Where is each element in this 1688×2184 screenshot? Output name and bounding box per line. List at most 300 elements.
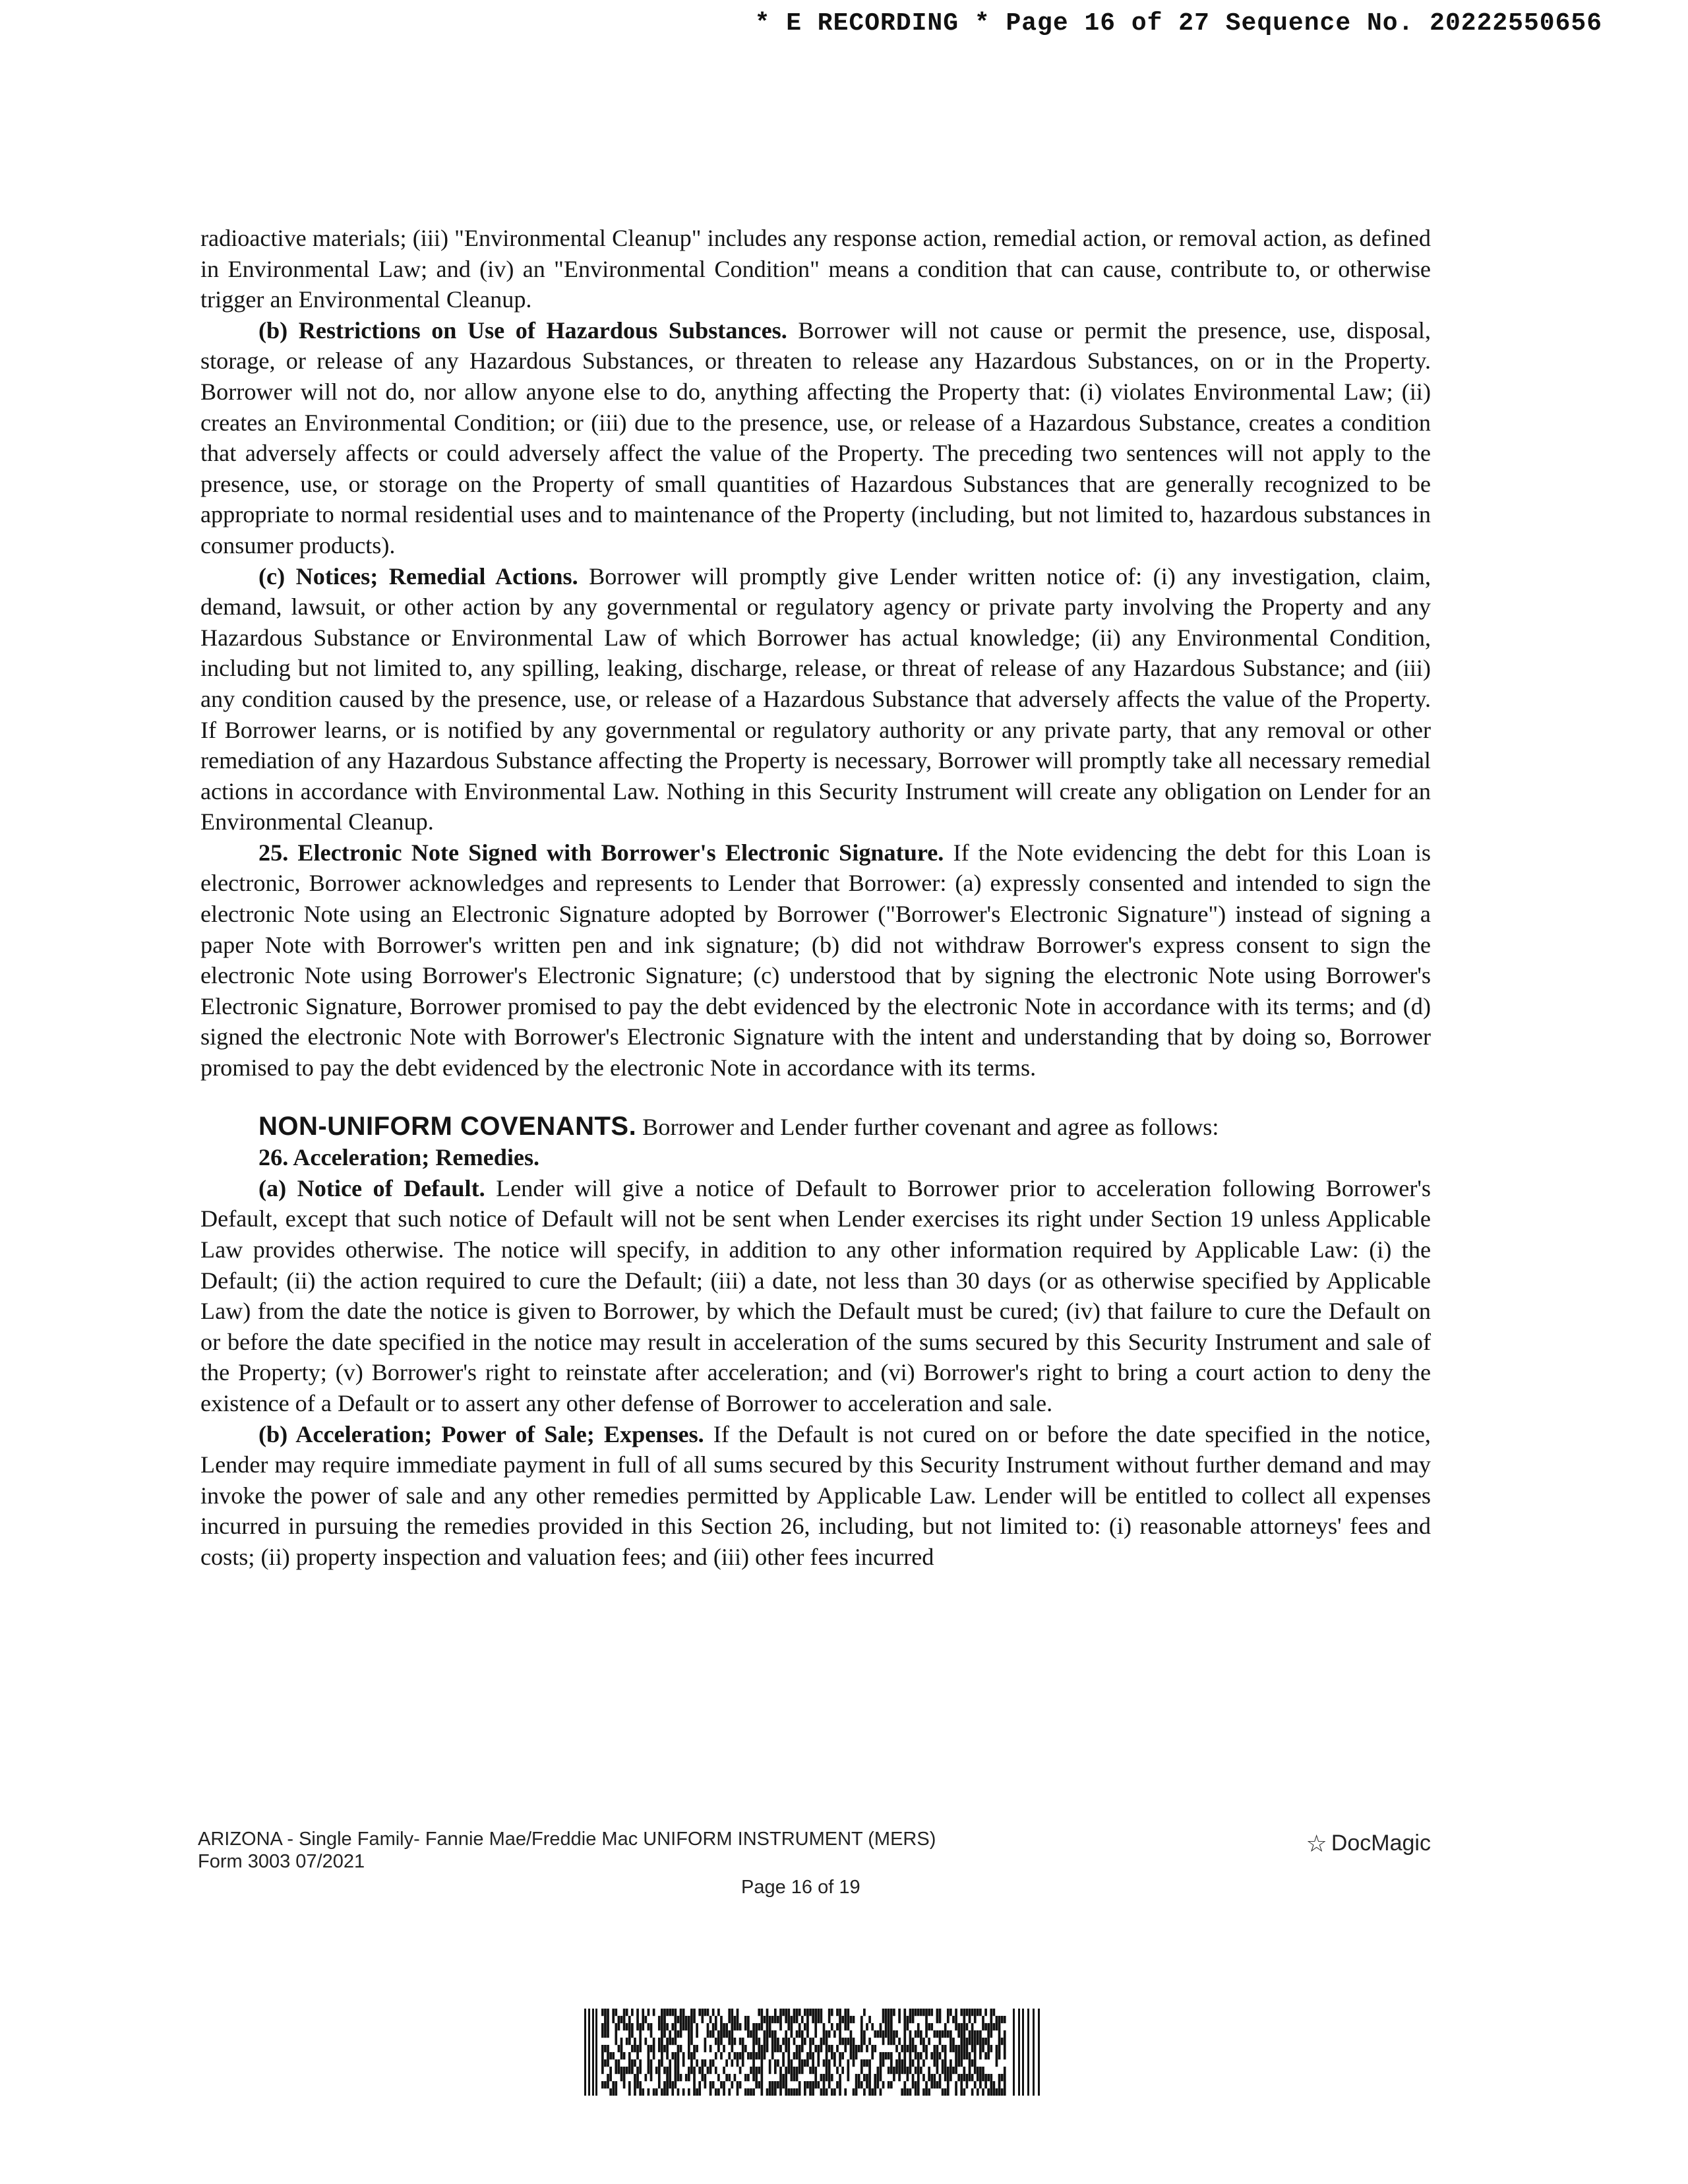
barcode-module <box>855 2088 858 2096</box>
barcode-module <box>769 2067 771 2074</box>
barcode-module <box>996 2052 998 2059</box>
barcode-module <box>644 2016 647 2023</box>
barcode-module <box>933 2074 936 2081</box>
barcode-module <box>880 2088 882 2096</box>
barcode-module <box>963 2067 966 2074</box>
barcode-module <box>623 2074 626 2081</box>
barcode-module <box>971 2030 974 2038</box>
barcode-module <box>960 2009 963 2016</box>
barcode-module <box>890 2059 893 2067</box>
barcode-module <box>666 2074 669 2081</box>
footer-form-info <box>198 1828 936 1873</box>
barcode-module <box>877 2030 880 2038</box>
barcode-module <box>863 2038 866 2045</box>
barcode-module <box>793 2016 796 2023</box>
barcode-module <box>698 2067 701 2074</box>
barcode-module <box>675 2038 677 2045</box>
barcode-module <box>628 2052 631 2059</box>
barcode-module <box>963 2016 966 2023</box>
barcode-module <box>925 2009 928 2016</box>
barcode-module <box>947 2081 950 2088</box>
barcode-module <box>725 2059 728 2067</box>
barcode-module <box>917 2088 920 2096</box>
barcode-module <box>820 2016 823 2023</box>
barcode-module <box>712 2081 715 2088</box>
barcode-module <box>898 2009 901 2016</box>
barcode-module <box>604 2016 607 2023</box>
barcode-module <box>960 2059 963 2067</box>
barcode-module <box>974 2030 977 2038</box>
barcode-module <box>742 2045 744 2052</box>
barcode-module <box>963 2038 966 2045</box>
barcode-module <box>930 2081 933 2088</box>
barcode-module <box>826 2045 828 2052</box>
barcode-module <box>644 2038 647 2045</box>
barcode-module <box>761 2052 764 2059</box>
barcode-module <box>787 2067 790 2074</box>
barcode-module <box>993 2023 996 2030</box>
barcode-module <box>766 2045 769 2052</box>
barcode-module <box>806 2081 809 2088</box>
barcode-module <box>615 2023 617 2030</box>
barcode-module <box>601 2059 604 2067</box>
barcode-module <box>631 2023 634 2030</box>
barcode-module <box>615 2009 617 2016</box>
barcode-module <box>853 2016 855 2023</box>
barcode-module <box>607 2009 609 2016</box>
barcode-module <box>648 2059 650 2067</box>
barcode-module <box>615 2059 617 2067</box>
barcode-module <box>901 2067 903 2074</box>
barcode-module <box>969 2016 971 2023</box>
barcode-module <box>922 2088 925 2096</box>
barcode-module <box>744 2045 747 2052</box>
barcode-module <box>671 2009 674 2016</box>
barcode-module <box>950 2045 952 2052</box>
barcode-module <box>690 2023 693 2030</box>
barcode-module <box>715 2067 717 2074</box>
barcode-module <box>806 2030 809 2038</box>
barcode-module <box>836 2009 839 2016</box>
paragraph-environmental-definitions: radioactive materials; (iii) "Environmental Cleanup" includes any response action, remedial action, or removal action, as defined in Environmental Law; and (iv) an "Environmental Condition" means a condition that can cause, contribute to, or otherwise trigger an Environmental Cleanup. <box>200 225 1431 313</box>
barcode-module <box>723 2067 725 2074</box>
barcode-module <box>866 2045 868 2052</box>
barcode-module <box>626 2038 628 2045</box>
barcode-module <box>623 2023 626 2030</box>
barcode-module <box>814 2045 817 2052</box>
barcode-module <box>799 2052 801 2059</box>
barcode-module <box>777 2038 779 2045</box>
barcode-module <box>601 2052 604 2059</box>
barcode-module <box>888 2081 890 2088</box>
barcode-module <box>812 2081 814 2088</box>
barcode-module <box>771 2081 774 2088</box>
barcode-module <box>688 2016 690 2023</box>
barcode-module <box>947 2016 950 2023</box>
barcode-module <box>850 2038 853 2045</box>
barcode-module <box>982 2088 984 2096</box>
barcode-module <box>648 2052 650 2059</box>
barcode-module <box>969 2067 971 2074</box>
barcode-module <box>701 2009 704 2016</box>
barcode-module <box>966 2009 969 2016</box>
barcode-module <box>979 2067 982 2074</box>
barcode-module <box>693 2067 696 2074</box>
barcode-module <box>925 2016 928 2023</box>
barcode-module <box>793 2009 796 2016</box>
barcode-module <box>901 2059 903 2067</box>
barcode-module <box>752 2038 755 2045</box>
barcode-module <box>812 2038 814 2045</box>
barcode-module <box>774 2030 777 2038</box>
barcode-module <box>701 2059 704 2067</box>
barcode-module <box>912 2016 915 2023</box>
barcode-guard-bar <box>1013 2009 1015 2096</box>
document-body <box>200 223 1431 1573</box>
barcode-module <box>833 2059 836 2067</box>
barcode-module <box>977 2074 979 2081</box>
barcode-module <box>796 2052 799 2059</box>
barcode-module <box>620 2016 623 2023</box>
barcode-module <box>698 2081 701 2088</box>
barcode-module <box>620 2038 623 2045</box>
barcode-module <box>648 2045 650 2052</box>
barcode-module <box>950 2038 952 2045</box>
barcode-module <box>801 2045 804 2052</box>
barcode-module <box>844 2088 847 2096</box>
barcode-module <box>944 2023 947 2030</box>
barcode-module <box>661 2016 663 2023</box>
barcode-module <box>860 2016 863 2023</box>
barcode-module <box>639 2067 642 2074</box>
barcode-module <box>971 2074 974 2081</box>
barcode-module <box>601 2030 604 2038</box>
barcode-module <box>957 2030 960 2038</box>
barcode-module <box>682 2016 685 2023</box>
barcode-module <box>942 2045 944 2052</box>
barcode-module <box>690 2016 693 2023</box>
barcode-module <box>626 2009 628 2016</box>
barcode-module <box>984 2023 987 2030</box>
barcode-module <box>755 2038 758 2045</box>
barcode-module <box>642 2088 644 2096</box>
barcode-module <box>942 2067 944 2074</box>
barcode-module <box>777 2045 779 2052</box>
barcode-module <box>939 2081 942 2088</box>
barcode-module <box>725 2074 728 2081</box>
barcode-module <box>779 2045 782 2052</box>
barcode-module <box>1004 2016 1006 2023</box>
barcode-module <box>787 2009 790 2016</box>
barcode-module <box>707 2009 709 2016</box>
text-notice-of-default: Lender will give a notice of Default to Borrower prior to acceleration following Borrower's Default, except that such notice of Default will not be sent when Lender exercises its right under Section 19 unless Applicable Law provides otherwise. The notice will specify, in addition to any other information required by Applicable Law: (i) the Default; (ii) the action required to cure the Default; (iii) a date, not less than 30 days (or as otherwise specified by Applicable Law) from the date the notice is given to Borrower, by which the Default must be cured; (iv) that failure to cure the Default on or before the date specified in the notice may result in acceleration of the sums secured by this Security Instrument and sale of the Property; (v) Borrower's right to reinstate after acceleration; and (vi) Borrower's right to bring a court action to deny the existence of a Default or to assert any other defense of Borrower to acceleration and sale. <box>200 1174 1431 1416</box>
barcode-module <box>890 2016 893 2023</box>
barcode-module <box>903 2045 906 2052</box>
barcode-module <box>623 2067 626 2074</box>
barcode-module <box>785 2074 787 2081</box>
barcode-module <box>628 2067 631 2074</box>
barcode-module <box>844 2009 847 2016</box>
barcode-module <box>895 2067 898 2074</box>
barcode-module <box>636 2074 639 2081</box>
barcode-module <box>626 2023 628 2030</box>
barcode-module <box>984 2074 987 2081</box>
barcode-module <box>631 2030 634 2038</box>
barcode-module <box>831 2074 833 2081</box>
barcode-module <box>744 2088 747 2096</box>
barcode-module <box>747 2074 750 2081</box>
barcode-module <box>893 2009 895 2016</box>
barcode-module <box>847 2038 849 2045</box>
barcode-module <box>793 2088 796 2096</box>
barcode-module <box>939 2030 942 2038</box>
barcode-module <box>841 2067 844 2074</box>
barcode-module <box>782 2059 785 2067</box>
barcode-module <box>1001 2074 1004 2081</box>
barcode-module <box>912 2009 915 2016</box>
barcode-module <box>903 2009 906 2016</box>
barcode-module <box>675 2016 677 2023</box>
barcode-module <box>677 2052 680 2059</box>
barcode-module <box>601 2045 604 2052</box>
barcode-module <box>618 2045 620 2052</box>
barcode-module <box>828 2009 831 2016</box>
barcode-module <box>920 2067 922 2074</box>
barcode-module <box>839 2088 841 2096</box>
barcode-module <box>915 2067 917 2074</box>
barcode-module <box>779 2009 782 2016</box>
barcode-module <box>787 2016 790 2023</box>
barcode-module <box>628 2016 631 2023</box>
barcode-module <box>922 2045 925 2052</box>
barcode-module <box>774 2081 777 2088</box>
barcode-module <box>744 2016 747 2023</box>
barcode-module <box>839 2030 841 2038</box>
barcode-module <box>739 2081 742 2088</box>
barcode-module <box>639 2059 642 2067</box>
barcode-module <box>658 2038 661 2045</box>
barcode-module <box>831 2009 833 2016</box>
barcode-module <box>898 2016 901 2023</box>
barcode-module <box>907 2045 909 2052</box>
barcode-module <box>658 2023 661 2030</box>
barcode-module <box>901 2088 903 2096</box>
barcode-module <box>707 2067 709 2074</box>
barcode-module <box>858 2074 860 2081</box>
barcode-module <box>979 2009 982 2016</box>
text-section-25: If the Note evidencing the debt for this Loan is electronic, Borrower acknowledges and represents to Lender that Borrower: (a) expressly consented and intended to sign the electronic Note using an Electronic Signature adopted by Borrower ("Borrower's Electronic Signature") instead of signing a paper Note with Borrower's written pen and ink signature; (b) did not withdraw Borrower's express consent to sign the electronic Note using Borrower's Electronic Signature; (c) understood that by signing the electronic Note using Borrower's Electronic Signature, Borrower promised to pay the debt evidenced by the electronic Note in accordance with its terms; and (d) signed the electronic Note with Borrower's Electronic Signature with the intent and understanding that by doing so, Borrower promised to pay the debt evidenced by the electronic Note in accordance with its terms. <box>200 839 1431 1081</box>
barcode-module <box>720 2081 723 2088</box>
barcode-module <box>996 2023 998 2030</box>
barcode-module <box>1004 2074 1006 2081</box>
barcode-module <box>628 2038 631 2045</box>
barcode-module <box>631 2067 634 2074</box>
barcode-module <box>974 2067 977 2074</box>
barcode-module <box>612 2088 615 2096</box>
barcode-module <box>804 2023 806 2030</box>
barcode-module <box>731 2030 733 2038</box>
barcode-module <box>623 2052 626 2059</box>
barcode-module <box>626 2067 628 2074</box>
barcode-module <box>734 2023 737 2030</box>
barcode-module <box>779 2074 782 2081</box>
barcode-module <box>636 2067 639 2074</box>
barcode-module <box>717 2038 720 2045</box>
barcode-module <box>974 2059 977 2067</box>
barcode-module <box>966 2052 969 2059</box>
barcode-module <box>868 2067 871 2074</box>
barcode-module <box>737 2081 739 2088</box>
barcode-module <box>782 2009 785 2016</box>
barcode-module <box>704 2081 707 2088</box>
barcode-module <box>793 2038 796 2045</box>
barcode-module <box>823 2030 826 2038</box>
barcode-module <box>634 2088 636 2096</box>
barcode-module <box>715 2023 717 2030</box>
barcode-module <box>814 2016 817 2023</box>
barcode-module <box>853 2059 855 2067</box>
barcode-module <box>998 2016 1001 2023</box>
heading-acceleration-power-of-sale: (b) Acceleration; Power of Sale; Expenses. <box>258 1420 704 1447</box>
barcode-module <box>888 2023 890 2030</box>
barcode-module <box>915 2081 917 2088</box>
barcode-module <box>942 2088 944 2096</box>
barcode-guard-bar <box>595 2009 597 2096</box>
barcode-module <box>658 2081 661 2088</box>
barcode-module <box>944 2052 947 2059</box>
barcode-module <box>814 2009 817 2016</box>
barcode-module <box>860 2059 863 2067</box>
barcode-module <box>936 2081 939 2088</box>
barcode-module <box>903 2023 906 2030</box>
barcode-module <box>636 2052 639 2059</box>
barcode-module <box>874 2045 876 2052</box>
barcode-module <box>771 2052 774 2059</box>
barcode-module <box>960 2030 963 2038</box>
barcode-module <box>601 2009 604 2016</box>
barcode-module <box>930 2074 933 2081</box>
barcode-module <box>782 2074 785 2081</box>
barcode-module <box>648 2088 650 2096</box>
barcode-module <box>698 2009 701 2016</box>
barcode-module <box>850 2045 853 2052</box>
barcode-module <box>693 2081 696 2088</box>
barcode-module <box>880 2023 882 2030</box>
barcode-module <box>917 2081 920 2088</box>
barcode-module <box>925 2023 928 2030</box>
barcode-module <box>628 2081 631 2088</box>
barcode-module <box>817 2052 820 2059</box>
barcode-module <box>936 2030 939 2038</box>
barcode-module <box>799 2045 801 2052</box>
barcode-module <box>806 2059 809 2067</box>
barcode-module <box>604 2045 607 2052</box>
barcode-module <box>1001 2088 1004 2096</box>
barcode-module <box>987 2023 990 2030</box>
barcode-module <box>731 2023 733 2030</box>
barcode-module <box>809 2088 812 2096</box>
barcode-module <box>963 2074 966 2081</box>
barcode-module <box>979 2038 982 2045</box>
barcode-module <box>682 2088 685 2096</box>
barcode-module <box>796 2067 799 2074</box>
barcode-module <box>957 2074 960 2081</box>
barcode-module <box>895 2045 898 2052</box>
barcode-module <box>903 2067 906 2074</box>
barcode-module <box>826 2038 828 2045</box>
barcode-module <box>728 2074 731 2081</box>
barcode-module <box>677 2059 680 2067</box>
barcode-module <box>675 2023 677 2030</box>
barcode-module <box>860 2030 863 2038</box>
barcode-module <box>907 2023 909 2030</box>
barcode-module <box>774 2059 777 2067</box>
barcode-module <box>890 2023 893 2030</box>
barcode-module <box>874 2081 876 2088</box>
barcode-module <box>828 2016 831 2023</box>
barcode-module <box>952 2016 955 2023</box>
barcode-module <box>909 2045 912 2052</box>
barcode-module <box>796 2088 799 2096</box>
barcode-module <box>955 2045 957 2052</box>
barcode-module <box>993 2081 996 2088</box>
barcode-module <box>731 2009 733 2016</box>
barcode-module <box>707 2023 709 2030</box>
barcode-module <box>677 2045 680 2052</box>
barcode-module <box>955 2059 957 2067</box>
barcode-module <box>669 2067 671 2074</box>
barcode-module <box>933 2052 936 2059</box>
barcode-module <box>898 2052 901 2059</box>
barcode-module <box>939 2038 942 2045</box>
barcode-module <box>912 2074 915 2081</box>
barcode-module <box>653 2038 655 2045</box>
barcode-module <box>661 2038 663 2045</box>
barcode-module <box>655 2067 658 2074</box>
barcode-module <box>685 2023 688 2030</box>
barcode-module <box>799 2009 801 2016</box>
barcode-module <box>615 2081 617 2088</box>
barcode-module <box>766 2009 769 2016</box>
barcode-module <box>623 2081 626 2088</box>
barcode-module <box>607 2016 609 2023</box>
barcode-module <box>809 2081 812 2088</box>
barcode-module <box>925 2030 928 2038</box>
barcode-module <box>785 2067 787 2074</box>
barcode-module <box>971 2038 974 2045</box>
barcode-module <box>928 2067 930 2074</box>
barcode-module <box>720 2023 723 2030</box>
barcode-module <box>963 2088 966 2096</box>
barcode-module <box>747 2023 750 2030</box>
barcode-module <box>907 2016 909 2023</box>
barcode-module <box>907 2067 909 2074</box>
barcode-module <box>755 2067 758 2074</box>
barcode-module <box>957 2045 960 2052</box>
footer-form-title: ARIZONA - Single Family- Fannie Mae/Freddie Mac UNIFORM INSTRUMENT (MERS) <box>198 1829 936 1850</box>
barcode-module <box>709 2067 712 2074</box>
barcode-module <box>823 2059 826 2067</box>
barcode-module <box>898 2059 901 2067</box>
barcode-module <box>987 2088 990 2096</box>
barcode-module <box>688 2088 690 2096</box>
barcode-module <box>696 2045 698 2052</box>
barcode-module <box>607 2045 609 2052</box>
barcode-module <box>885 2023 888 2030</box>
barcode-module <box>933 2081 936 2088</box>
barcode-module <box>650 2059 653 2067</box>
barcode-guard-bar <box>584 2009 586 2096</box>
